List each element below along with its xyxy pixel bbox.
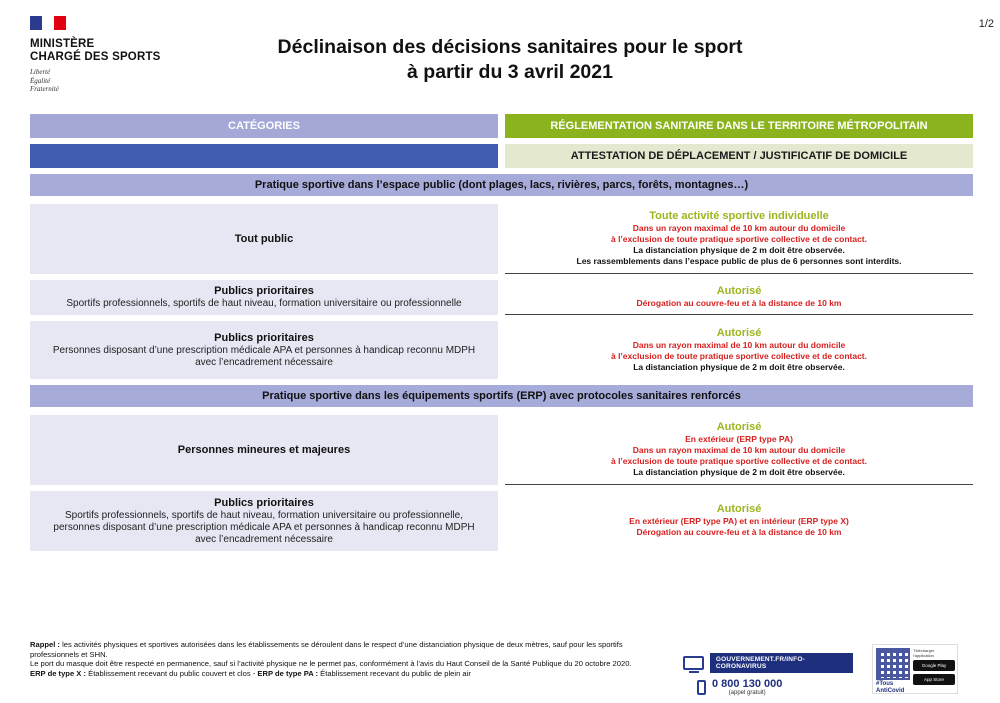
regulation-red-line: En extérieur (ERP type PA) <box>685 434 793 444</box>
google-play-badge[interactable]: Google Play <box>913 660 955 671</box>
download-label: Télécharger l’application <box>913 648 935 658</box>
table-row <box>30 415 973 485</box>
regulation-headline: Autorisé <box>716 421 762 433</box>
regulation-black-line: Les rassemblements dans l’espace public de plus de 6 personnes sont interdits. <box>576 256 902 266</box>
tousanticovid-block <box>872 644 958 694</box>
footer-masque: Le port du masque doit être respecté en permanence, sauf si l’activité physique ne le permet pas, conformément à l’avis du Haut Conseil de la Santé Publique du 20 octobre 2020. <box>30 659 632 669</box>
regulation-cell <box>505 280 973 315</box>
category-cell <box>30 415 498 485</box>
table-row <box>30 280 973 315</box>
page-number: 1/2 <box>978 18 994 30</box>
regulation-red-line: Dans un rayon maximal de 10 km autour du domicile <box>632 445 846 455</box>
header-row-1 <box>30 114 973 138</box>
table-row <box>30 321 973 379</box>
republic-motto <box>30 68 190 94</box>
regulation-headline: Autorisé <box>716 503 762 515</box>
regulation-red-line: Dérogation au couvre-feu et à la distance de 10 km <box>636 527 842 537</box>
regulation-header: RÉGLEMENTATION SANITAIRE DANS LE TERRITOIRE MÉTROPOLITAIN <box>505 114 973 138</box>
phone-block <box>712 679 782 696</box>
app-store-badge[interactable]: App Store <box>913 674 955 685</box>
erp-x-label: ERP de type X : <box>30 668 86 678</box>
regulation-red-line: Dérogation au couvre-feu et à la distance de 10 km <box>636 298 842 308</box>
computer-icon <box>683 656 704 670</box>
regulation-cell <box>505 415 973 485</box>
logo-line-1: MINISTÈRE <box>30 38 95 50</box>
category-name: Publics prioritaires <box>214 285 314 297</box>
attestation-header: ATTESTATION DE DÉPLACEMENT / JUSTIFICATIF DE DOMICILE <box>505 144 973 168</box>
regulation-red-line: Dans un rayon maximal de 10 km autour du domicile <box>632 223 846 233</box>
header-row-2 <box>30 144 973 168</box>
category-cell <box>30 321 498 379</box>
gov-info-block <box>683 653 853 696</box>
motto-egalite: Égalité <box>30 76 51 85</box>
table-row <box>30 204 973 274</box>
footer-rappel <box>30 640 650 659</box>
tac-hashtag <box>876 681 904 694</box>
category-name: Tout public <box>234 232 294 245</box>
regulation-black-line: La distanciation physique de 2 m doit être observée. <box>633 362 845 372</box>
ministry-logo <box>30 16 190 94</box>
gov-phone-row <box>697 679 853 696</box>
category-cell <box>30 280 498 315</box>
category-name: Publics prioritaires <box>214 331 314 344</box>
rappel-text: les activités physiques et sportives autorisées dans les établissements se déroulent dans le respect d’une distanciation physique de deux mètres, sauf pour les sportifs professionnels et SHN. <box>30 640 623 659</box>
tac-tag-1: #Tous <box>876 681 894 687</box>
footer-erp <box>30 669 650 679</box>
regulation-red-line: à l’exclusion de toute pratique sportive collective et de contact. <box>610 456 867 466</box>
category-name: Publics prioritaires <box>214 496 314 509</box>
phone-number[interactable]: 0 800 130 000 <box>712 678 783 690</box>
regulation-red-line: à l’exclusion de toute pratique sportive collective et de contact. <box>610 351 867 361</box>
regulation-cell <box>505 321 973 379</box>
category-cell <box>30 204 498 274</box>
phone-subtitle: (appel gratuit) <box>728 690 766 696</box>
section-band-erp: Pratique sportive dans les équipements sportifs (ERP) avec protocoles sanitaires renforcés <box>30 385 973 407</box>
tac-tag-2: AntiCovid <box>876 687 905 694</box>
page-title <box>220 35 800 85</box>
gov-url-row <box>683 653 853 673</box>
regulation-red-line: Dans un rayon maximal de 10 km autour du domicile <box>632 340 846 350</box>
regulation-headline: Autorisé <box>716 327 762 339</box>
title-line-1: Déclinaison des décisions sanitaires pour le sport <box>277 36 743 58</box>
regulation-red-line: En extérieur (ERP type PA) et en intérieur (ERP type X) <box>629 516 849 526</box>
regulation-table <box>30 114 973 557</box>
erp-x-text: Établissement recevant du public couvert et clos - <box>88 668 256 678</box>
gov-url-link[interactable]: GOUVERNEMENT.FR/INFO-CORONAVIRUS <box>710 653 853 673</box>
category-description: Sportifs professionnels, sportifs de haut niveau, formation universitaire ou professionnelle <box>66 298 462 309</box>
regulation-red-line: à l’exclusion de toute pratique sportive collective et de contact. <box>610 234 867 244</box>
regulation-black-line: La distanciation physique de 2 m doit être observée. <box>633 467 845 477</box>
table-row <box>30 491 973 551</box>
regulation-headline: Toute activité sportive individuelle <box>649 210 829 222</box>
section-band-public-space: Pratique sportive dans l’espace public (dont plages, lacs, rivières, parcs, forêts, montagnes…) <box>30 174 973 196</box>
categories-header: CATÉGORIES <box>30 114 498 138</box>
regulation-cell <box>505 204 973 274</box>
category-name: Personnes mineures et majeures <box>177 443 351 456</box>
category-description: Sportifs professionnels, sportifs de haut niveau, formation universitaire ou professionnelle, personnes disposant d’une prescription médicale APA et personnes à handicap reconnu MDPH avec l’encadrement nécessaire <box>53 509 475 545</box>
footer-notes <box>30 640 650 678</box>
category-description: Personnes disposant d’une prescription médicale APA et personnes à handicap reconnu MDPH avec l’encadrement nécessaire <box>52 344 476 368</box>
erp-pa-label: ERP de type PA : <box>257 668 319 678</box>
regulation-black-line: La distanciation physique de 2 m doit être observée. <box>633 245 845 255</box>
qr-code-icon[interactable] <box>876 648 910 680</box>
motto-fraternite: Fraternité <box>30 85 59 93</box>
logo-line-2: CHARGÉ DES SPORTS <box>30 51 161 63</box>
erp-pa-text: Établissement recevant du public de plein air <box>320 668 471 678</box>
french-flag-icon <box>30 16 66 30</box>
motto-liberte: Liberté <box>30 68 51 76</box>
regulation-cell <box>505 491 973 551</box>
title-line-2: à partir du 3 avril 2021 <box>407 61 613 83</box>
store-badges <box>913 648 955 688</box>
category-cell <box>30 491 498 551</box>
phone-icon <box>697 680 706 695</box>
blue-header-block <box>30 144 498 168</box>
rappel-label: Rappel : <box>30 640 60 649</box>
regulation-headline: Autorisé <box>716 285 762 297</box>
